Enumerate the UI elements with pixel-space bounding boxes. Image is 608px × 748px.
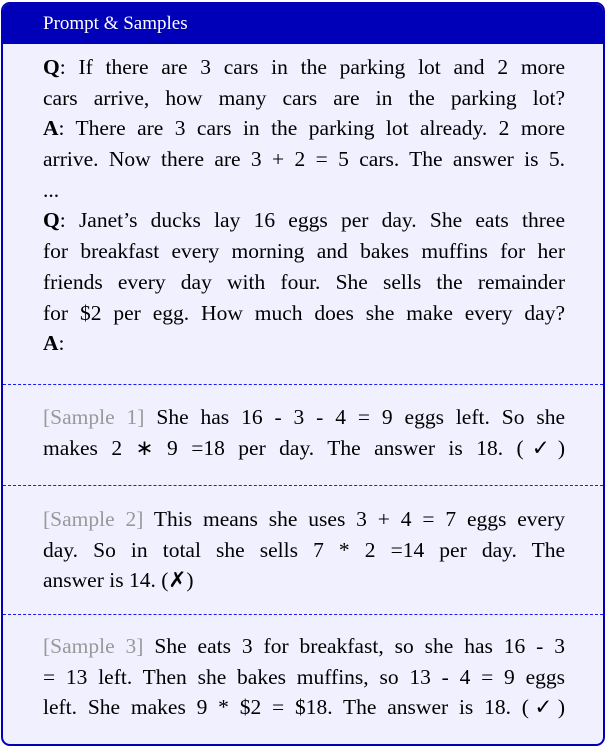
sample-1 — [43, 402, 565, 463]
prompt-line: Q: Janet’s ducks lay 16 eggs per day. She eats three — [43, 208, 565, 233]
prompt-line: A: There are 3 cars in the parking lot already. 2 more — [43, 116, 565, 141]
prompt-line: A: — [43, 331, 65, 356]
sample-line: [Sample 2] This means she uses 3 + 4 = 7 eggs every — [43, 507, 565, 531]
sample-line: day. So in total she sells 7 * 2 =14 per day. The — [43, 537, 565, 562]
prompt-line: for $2 per egg. How much does she make every day? — [43, 300, 565, 325]
prompt-samples-box — [1, 2, 605, 746]
sample-line: answer is 14. (✗) — [43, 568, 194, 593]
divider — [3, 614, 603, 615]
sample-label: [Sample 2] — [43, 507, 144, 531]
prompt-line: ... — [43, 177, 60, 202]
prompt-line: arrive. Now there are 3 + 2 = 5 cars. The answer is 5. — [43, 147, 565, 172]
box-title: Prompt & Samples — [3, 4, 603, 44]
prompt-section — [43, 52, 565, 359]
prompt-line: Q: If there are 3 cars in the parking lot and 2 more — [43, 55, 565, 79]
sample-3 — [43, 631, 565, 723]
sample-line: left. She makes 9 * $2 = $18. The answer is 18. (✓) — [43, 695, 565, 720]
sample-line: = 13 left. Then she bakes muffins, so 13 - 4 = 9 eggs — [43, 664, 565, 689]
sample-2 — [43, 504, 565, 596]
sample-line: [Sample 3] She eats 3 for breakfast, so she has 16 - 3 — [43, 634, 565, 658]
sample-label: [Sample 3] — [43, 634, 144, 658]
sample-line: makes 2 ∗ 9 =18 per day. The answer is 18. (✓) — [43, 435, 565, 460]
sample-line: [Sample 1] She has 16 - 3 - 4 = 9 eggs left. So she — [43, 405, 566, 429]
prompt-line: for breakfast every morning and bakes muffins for her — [43, 239, 565, 264]
divider — [3, 485, 603, 486]
prompt-line: friends every day with four. She sells the remainder — [43, 269, 565, 294]
divider — [3, 384, 603, 385]
sample-label: [Sample 1] — [43, 405, 145, 429]
prompt-line: cars arrive, how many cars are in the parking lot? — [43, 85, 565, 110]
